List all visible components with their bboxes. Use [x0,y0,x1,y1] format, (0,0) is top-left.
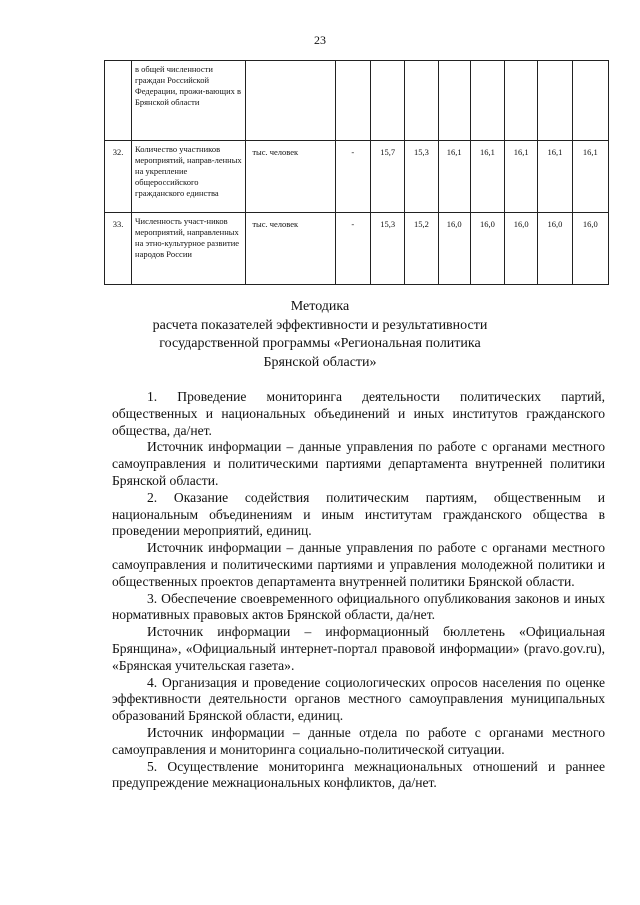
table-row [105,61,609,141]
paragraph: 2. Оказание содействия политическим партиям, общественным и национальным объединениям и иным институтам гражданского общества в проведении мероприятий, единиц. [112,489,605,539]
value-cell [438,61,470,141]
row-number [105,61,132,141]
value-cell [405,61,438,141]
methodology-heading [0,298,640,372]
unit-cell: тыс. человек [246,141,335,213]
value-cell: 15,3 [405,141,438,213]
value-cell: 15,7 [371,141,405,213]
table-row [105,213,609,285]
paragraph: Источник информации – данные управления по работе с органами местного самоуправления и политическими партиями и управления молодежной политики и общественных проектов департамента внутренней политики Брянской области. [112,540,605,589]
paragraph: Источник информации – информационный бюллетень «Официальная Брянщина», «Официальный интернет-портал правовой информации» (pravo.gov.ru), «Брянская учительская газета». [112,624,605,673]
paragraph: 5. Осуществление мониторинга межнациональных отношений и раннее предупреждение межнациональных конфликтов, да/нет. [112,758,605,791]
table-row [105,141,609,213]
value-cell [470,61,504,141]
value-cell: 16,1 [505,141,538,213]
heading-line: Методика [290,299,350,314]
paragraph: 4. Организация и проведение социологических опросов населения по оценке эффективности деятельности органов местного самоуправления муниципальных образований Брянской области, единиц. [112,674,605,724]
value-cell: 15,2 [405,213,438,285]
unit-cell [246,61,335,141]
paragraph: 3. Обеспечение своевременного официального опубликования законов и иных нормативных правовых актов Брянской области, да/нет. [112,590,605,623]
value-cell: 15,3 [371,213,405,285]
value-cell: 16,0 [538,213,572,285]
indicator-name: в общей численности граждан Российской Федерации, прожи-вающих в Брянской области [132,61,246,141]
value-cell: 16,1 [438,141,470,213]
value-cell: 16,0 [505,213,538,285]
value-cell [335,61,370,141]
indicator-name: Количество участников мероприятий, направ-ленных на укрепление общероссийского гражданского единства [132,141,246,213]
value-cell [572,61,608,141]
row-number: 32. [105,141,132,213]
value-cell [538,61,572,141]
unit-cell: тыс. человек [246,213,335,285]
value-cell: 16,1 [538,141,572,213]
heading-line: государственной программы «Региональная политика [159,336,481,351]
indicator-name: Численность участ-ников мероприятий, направленных на этно-культурное развитие народов России [132,213,246,285]
paragraph: Источник информации – данные отдела по работе с органами местного самоуправления и мониторинга социально-политической ситуации. [112,724,605,757]
value-cell [505,61,538,141]
row-number: 33. [105,213,132,285]
value-cell: - [335,213,370,285]
value-cell [371,61,405,141]
paragraph: Источник информации – данные управления по работе с органами местного самоуправления и политическими партиями департамента внутренней политики Брянской области. [112,439,605,488]
heading-line: расчета показателей эффективности и результативности [152,317,488,333]
methodology-body [112,389,605,792]
value-cell: 16,0 [572,213,608,285]
heading-line: Брянской области» [263,354,377,370]
page-number: 23 [314,33,326,47]
indicators-table [104,60,609,285]
value-cell: 16,0 [438,213,470,285]
value-cell: 16,0 [470,213,504,285]
value-cell: - [335,141,370,213]
value-cell: 16,1 [470,141,504,213]
paragraph: 1. Проведение мониторинга деятельности политических партий, общественных и национальных объединений и иных институтов гражданского общества, да/нет. [112,389,605,438]
value-cell: 16,1 [572,141,608,213]
